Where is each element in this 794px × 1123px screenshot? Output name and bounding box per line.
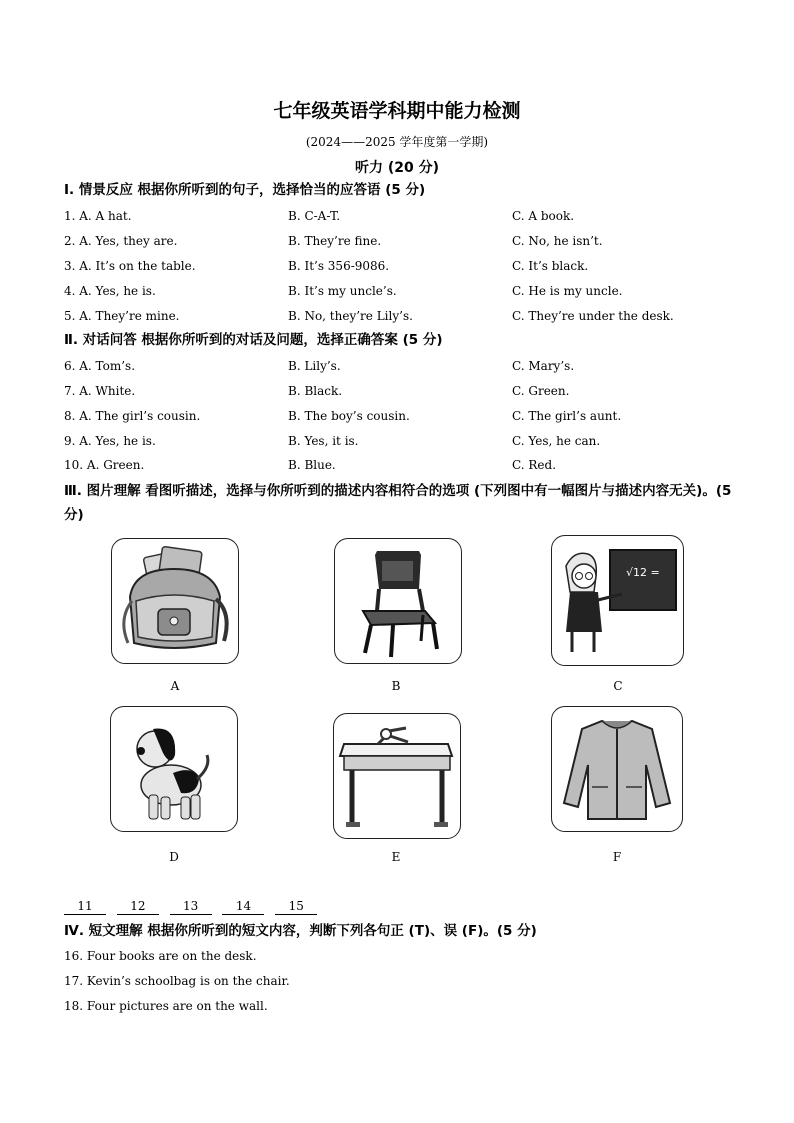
picture-label-b: B <box>391 679 401 693</box>
option-b: B. It’s 356-9086. <box>288 259 390 273</box>
option-b: B. The boy’s cousin. <box>288 409 410 423</box>
question-row <box>0 309 794 329</box>
question-row <box>0 209 794 229</box>
question-row <box>0 359 794 379</box>
answer-blank-11[interactable]: 11 <box>64 899 106 915</box>
option-a: 1. A. A hat. <box>64 209 132 223</box>
picture-label-e: E <box>391 850 401 864</box>
picture-e <box>333 713 461 839</box>
option-c: C. He is my uncle. <box>512 284 623 298</box>
option-a: 3. A. It’s on the table. <box>64 259 196 273</box>
picture-label-f: F <box>612 850 622 864</box>
option-a: 7. A. White. <box>64 384 136 398</box>
statement-17: 17. Kevin’s schoolbag is on the chair. <box>64 974 290 988</box>
schoolbag-icon <box>112 539 238 663</box>
option-a: 9. A. Yes, he is. <box>64 434 156 448</box>
option-b: B. Blue. <box>288 458 336 472</box>
picture-f <box>551 706 683 832</box>
question-row <box>0 384 794 404</box>
question-row <box>0 234 794 254</box>
statement-18: 18. Four pictures are on the wall. <box>64 999 268 1013</box>
option-b: B. Yes, it is. <box>288 434 359 448</box>
teacher-icon <box>552 536 683 665</box>
answer-blank-14[interactable]: 14 <box>222 899 264 915</box>
page-title: 七年级英语学科期中能力检测 <box>273 100 521 122</box>
section1-heading: Ⅰ. 情景反应 根据你所听到的句子，选择恰当的应答语 (5 分) <box>64 182 426 198</box>
picture-label-c: C <box>613 679 623 693</box>
option-c: C. A book. <box>512 209 575 223</box>
question-row <box>0 284 794 304</box>
option-b: B. C-A-T. <box>288 209 341 223</box>
listening-header: 听力 (20 分) <box>354 160 440 176</box>
section2-heading: Ⅱ. 对话问答 根据你所听到的对话及问题，选择正确答案 (5 分) <box>64 332 443 348</box>
option-c: C. Green. <box>512 384 570 398</box>
question-row <box>0 434 794 454</box>
dog-icon <box>111 707 237 831</box>
desk-with-keys-icon <box>334 714 460 838</box>
option-a: 6. A. Tom’s. <box>64 359 136 373</box>
question-row <box>0 458 794 478</box>
answer-blank-15[interactable]: 15 <box>275 899 317 915</box>
option-a: 5. A. They’re mine. <box>64 309 180 323</box>
option-b: B. Black. <box>288 384 343 398</box>
option-b: B. It’s my uncle’s. <box>288 284 397 298</box>
option-c: C. The girl’s aunt. <box>512 409 622 423</box>
option-b: B. No, they’re Lily’s. <box>288 309 413 323</box>
answer-blank-12[interactable]: 12 <box>117 899 159 915</box>
question-row <box>0 259 794 279</box>
option-b: B. They’re fine. <box>288 234 382 248</box>
statement-16: 16. Four books are on the desk. <box>64 949 257 963</box>
option-b: B. Lily’s. <box>288 359 341 373</box>
option-c: C. No, he isn’t. <box>512 234 603 248</box>
option-c: C. Mary’s. <box>512 359 575 373</box>
option-a: 8. A. The girl’s cousin. <box>64 409 201 423</box>
page-subtitle: (2024——2025 学年度第一学期) <box>305 135 489 149</box>
section3-heading: Ⅲ. 图片理解 看图听描述，选择与你所听到的描述内容相符合的选项 (下列图中有一幅图片与描述内容无关)。(5 分) <box>64 483 732 523</box>
option-a: 10. A. Green. <box>64 458 145 472</box>
option-c: C. Yes, he can. <box>512 434 601 448</box>
jacket-icon <box>552 707 682 831</box>
option-c: C. It’s black. <box>512 259 589 273</box>
option-c: C. They’re under the desk. <box>512 309 674 323</box>
option-a: 2. A. Yes, they are. <box>64 234 178 248</box>
answer-blank-13[interactable]: 13 <box>170 899 212 915</box>
picture-label-d: D <box>169 850 179 864</box>
picture-c <box>551 535 684 666</box>
board-text: √12 = <box>626 566 660 579</box>
picture-b <box>334 538 462 664</box>
answer-blanks <box>64 899 324 915</box>
option-c: C. Red. <box>512 458 557 472</box>
picture-label-a: A <box>170 679 180 693</box>
chair-icon <box>335 539 461 663</box>
picture-a <box>111 538 239 664</box>
option-a: 4. A. Yes, he is. <box>64 284 156 298</box>
picture-d <box>110 706 238 832</box>
section4-heading: Ⅳ. 短文理解 根据你所听到的短文内容，判断下列各句正 (T)、误 (F)。(5 分) <box>64 923 537 939</box>
question-row <box>0 409 794 429</box>
